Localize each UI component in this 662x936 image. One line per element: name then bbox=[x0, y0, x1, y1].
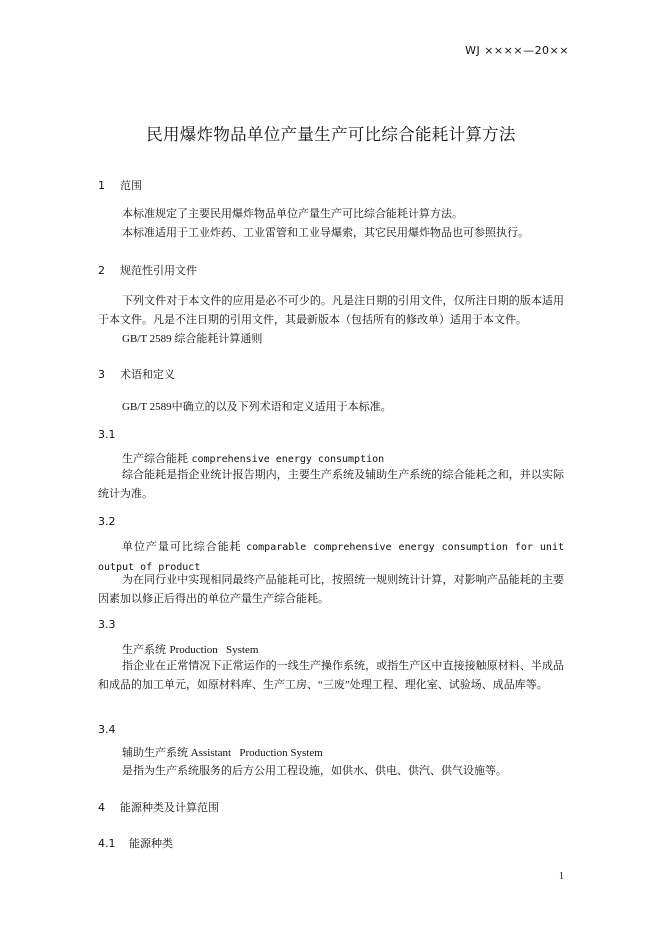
clause-3-4-number: 3.4 bbox=[98, 723, 116, 736]
section-number: 3 bbox=[98, 368, 105, 381]
section-number: 1 bbox=[98, 179, 105, 192]
section-title: 规范性引用文件 bbox=[120, 264, 197, 277]
section-1-paragraph-1: 本标准规定了主要民用爆炸物品单位产量生产可比综合能耗计算方法。 bbox=[122, 208, 463, 220]
term-en: Assistant Production System bbox=[190, 747, 323, 759]
document-title: 民用爆炸物品单位产量生产可比综合能耗计算方法 bbox=[146, 125, 516, 144]
term-zh: 单位产量可比综合能耗 bbox=[122, 540, 242, 553]
clause-3-3-definition: 指企业在正常情况下正常运作的一线生产操作系统，或指生产区中直接接触原材料、半成品和成品的加工单元，如原材料库、生产工房、“三废”处理工程、理化室、试验场、成品库等。 bbox=[98, 660, 564, 691]
clause-3-4-definition: 是指为生产系统服务的后方公用工程设施，如供水、供电、供汽、供气设施等。 bbox=[122, 765, 507, 777]
term-en: comparable comprehensive energy consumption for unit output of product bbox=[98, 542, 564, 573]
term-zh: 生产系统 bbox=[122, 643, 166, 656]
term-en: comprehensive energy consumption bbox=[191, 454, 385, 465]
section-title: 能源种类及计算范围 bbox=[120, 801, 219, 814]
clause-number: 4.1 bbox=[98, 837, 116, 850]
clause-4-1-heading bbox=[98, 835, 173, 851]
section-1-heading bbox=[98, 177, 142, 193]
term-en: Production System bbox=[169, 644, 259, 656]
clause-title: 能源种类 bbox=[129, 837, 173, 850]
section-4-heading bbox=[98, 799, 219, 815]
section-3-paragraph-1: GB/T 2589中确立的以及下列术语和定义适用于本标准。 bbox=[122, 401, 392, 413]
clause-3-1-definition: 综合能耗是指企业统计报告期内，主要生产系统及辅助生产系统的综合能耗之和，并以实际统计为准。 bbox=[98, 469, 564, 500]
section-title: 术语和定义 bbox=[120, 368, 175, 381]
clause-3-2-number: 3.2 bbox=[98, 515, 116, 528]
section-2-heading bbox=[98, 262, 197, 278]
term-zh: 辅助生产系统 bbox=[122, 747, 188, 759]
section-number: 2 bbox=[98, 264, 105, 277]
section-1-paragraph-2: 本标准适用于工业炸药、工业雷管和工业导爆索，其它民用爆炸物品也可参照执行。 bbox=[122, 227, 529, 239]
clause-3-3-number: 3.3 bbox=[98, 618, 116, 631]
section-3-heading bbox=[98, 366, 175, 382]
section-2-reference: GB/T 2589 综合能耗计算通则 bbox=[122, 333, 263, 345]
section-2-paragraph-1: 下列文件对于本文件的应用是必不可少的。凡是注日期的引用文件，仅所注日期的版本适用于本文件。凡是不注日期的引用文件，其最新版本（包括所有的修改单）适用于本文件。 bbox=[98, 295, 564, 326]
standard-number: WJ ××××—20×× bbox=[465, 44, 569, 57]
clause-3-4-term bbox=[98, 744, 564, 763]
clause-3-2-definition: 为在同行业中实现相同最终产品能耗可比，按照统一规则统计计算，对影响产品能耗的主要因素加以修正后得出的单位产量生产综合能耗。 bbox=[98, 574, 564, 605]
section-title: 范围 bbox=[120, 179, 142, 192]
section-number: 4 bbox=[98, 801, 105, 814]
page-number: 1 bbox=[559, 871, 564, 882]
term-zh: 生产综合能耗 bbox=[122, 452, 188, 465]
clause-3-1-number: 3.1 bbox=[98, 428, 116, 441]
